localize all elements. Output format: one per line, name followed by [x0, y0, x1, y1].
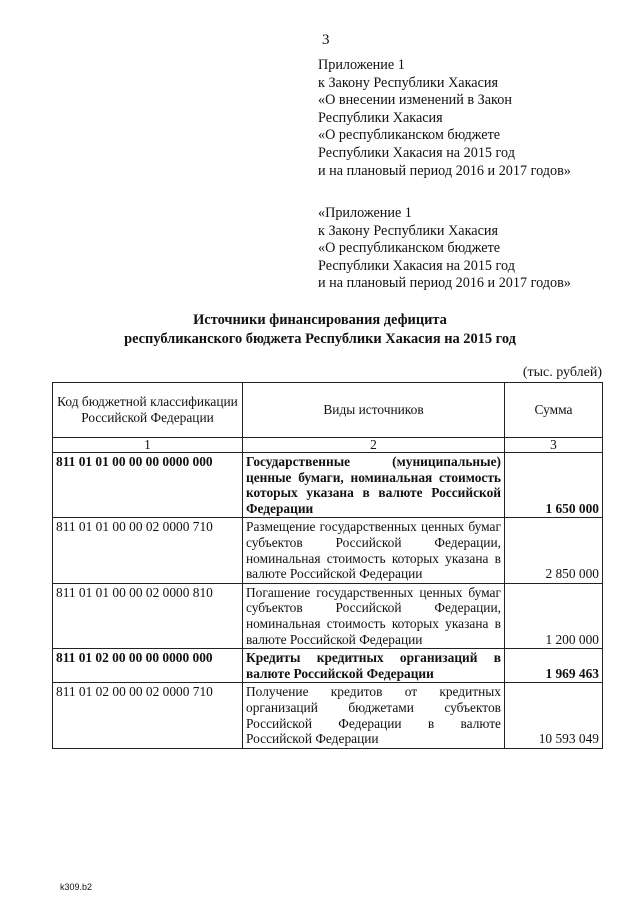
header-sum: Сумма: [505, 383, 603, 438]
appendix-original-line: и на плановый период 2016 и 2017 годов»: [318, 275, 571, 292]
column-number: 2: [243, 438, 505, 453]
header-code: Код бюджетной классификации Российской Федерации: [53, 383, 243, 438]
appendix-header-line: Приложение 1: [318, 57, 405, 73]
appendix-header-line: Республики Хакасия: [318, 109, 443, 126]
table-title-line-1: Источники финансирования дефицита: [193, 312, 447, 328]
appendix-header-line: к Закону Республики Хакасия: [318, 74, 498, 91]
row-code: 811 01 02 00 00 00 0000 000: [53, 649, 243, 683]
table-title: [40, 311, 600, 349]
column-number: 1: [53, 438, 243, 453]
row-code: 811 01 01 00 00 02 0000 810: [53, 583, 243, 648]
column-number-row: [53, 438, 603, 453]
row-sum: 10 593 049: [505, 683, 603, 748]
table-title-line-2: республиканского бюджета Республики Хакасия на 2015 год: [124, 331, 516, 347]
appendix-original-line: «О республиканском бюджете: [318, 240, 501, 257]
row-description: Размещение государственных ценных бумаг субъектов Российской Федерации, номинальная стоимость которых указана в валюте Российской Федерации: [243, 518, 505, 583]
appendix-header: [318, 57, 571, 180]
appendix-original-line: Республики Хакасия на 2015 год: [318, 257, 515, 274]
table-row: [53, 518, 603, 583]
units-label: (тыс. рублей): [522, 365, 602, 380]
table-row: [53, 683, 603, 748]
table-row: [53, 649, 603, 683]
row-description: Погашение государственных ценных бумаг субъектов Российской Федерации, номинальная стоимость которых указана в валюте Российской Федерации: [243, 583, 505, 648]
row-description: Государственные (муниципальные) ценные бумаги, номинальная стоимость которых указана в валюте Российской Федерации: [243, 453, 505, 518]
appendix-header-line: и на плановый период 2016 и 2017 годов»: [318, 162, 571, 179]
row-code: 811 01 02 00 00 02 0000 710: [53, 683, 243, 748]
appendix-header-line: «О внесении изменений в Закон: [318, 92, 512, 109]
footer-code: k309.b2: [60, 882, 93, 892]
financing-sources-table: [52, 382, 603, 749]
table-row: [53, 583, 603, 648]
appendix-header-line: Республики Хакасия на 2015 год: [318, 144, 515, 161]
row-code: 811 01 01 00 00 02 0000 710: [53, 518, 243, 583]
row-sum: 2 850 000: [505, 518, 603, 583]
table-row: [53, 453, 603, 518]
table-header-row: [53, 383, 603, 438]
appendix-original-line: «Приложение 1: [318, 205, 412, 221]
column-number: 3: [505, 438, 603, 453]
page-number: 3: [322, 32, 330, 48]
row-description: Кредиты кредитных организаций в валюте Российской Федерации: [243, 649, 505, 683]
row-sum: 1 200 000: [505, 583, 603, 648]
header-kind: Виды источников: [243, 383, 505, 438]
appendix-original-line: к Закону Республики Хакасия: [318, 222, 498, 239]
row-sum: 1 969 463: [505, 649, 603, 683]
row-description: Получение кредитов от кредитных организаций бюджетами субъектов Российской Федерации в валюте Российской Федерации: [243, 683, 505, 748]
appendix-header-line: «О республиканском бюджете: [318, 127, 501, 144]
row-sum: 1 650 000: [505, 453, 603, 518]
row-code: 811 01 01 00 00 00 0000 000: [53, 453, 243, 518]
appendix-original: [318, 205, 571, 293]
